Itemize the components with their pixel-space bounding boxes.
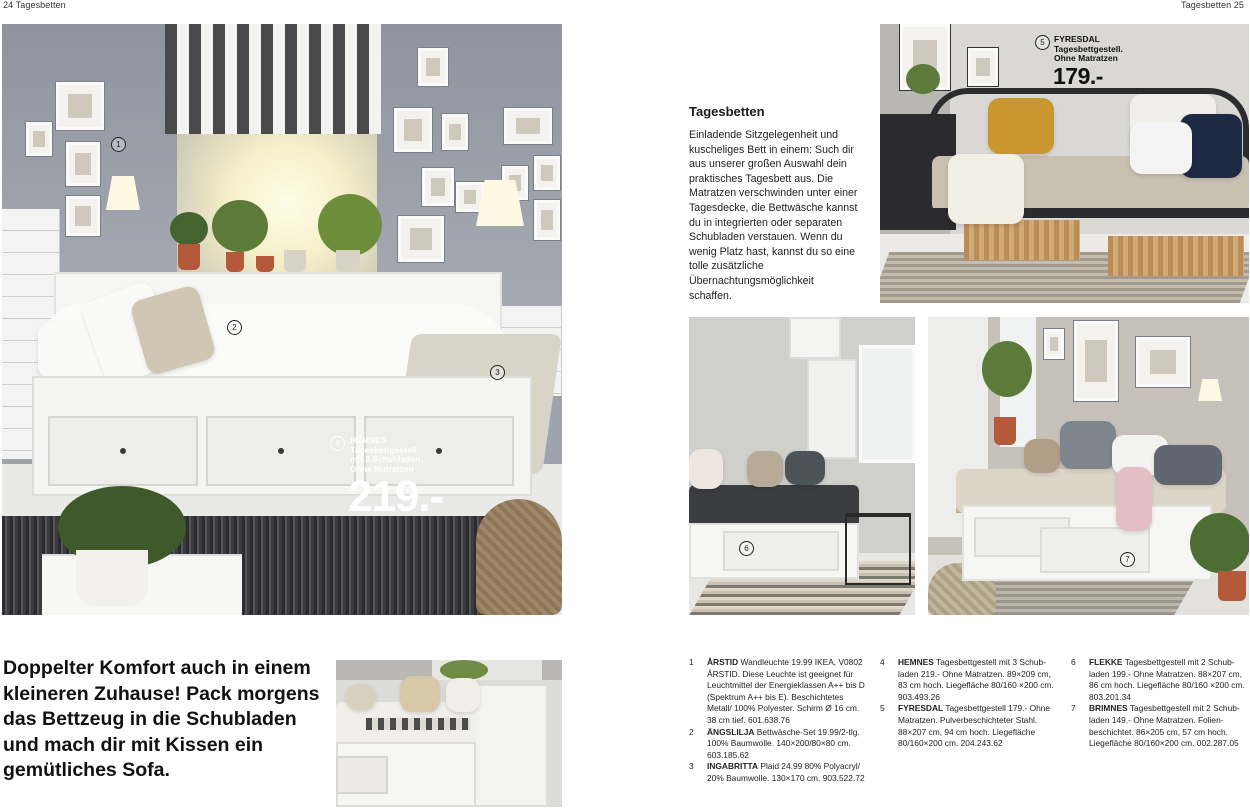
product-entry-hemnes (880, 657, 1058, 703)
plant-pot (994, 417, 1016, 445)
intro-section (689, 104, 859, 303)
product-name: INGABRITTA (707, 761, 759, 772)
product-number: 7 (1071, 703, 1076, 714)
photo-flekke-daybed (689, 317, 915, 615)
plant-pot (178, 244, 200, 270)
product-name: HEMNES (350, 435, 387, 445)
pillow (346, 684, 376, 710)
pillow (446, 678, 480, 712)
throw (948, 154, 1024, 224)
product-number: 6 (1071, 657, 1076, 667)
price-callout-hemnes (330, 436, 443, 520)
product-name: FLEKKE (1089, 657, 1123, 667)
throw (1116, 467, 1152, 531)
picture-frame (442, 114, 468, 150)
marker-4: 4 (330, 436, 345, 451)
product-details: Tagesbettgestell 179.- Ohne Matratzen. Pulverbeschichteter Stahl. 88×207 cm, 94 cm hoch. Liegefläche 80/160×200 cm. 204.243.62 (898, 703, 1051, 749)
plant (212, 200, 268, 252)
product-entry-angslilja (689, 727, 865, 762)
picture-frame (534, 156, 560, 190)
picture-frame (968, 48, 998, 86)
picture-frame (66, 142, 100, 186)
pillow (1154, 445, 1222, 485)
product-name: FYRESDAL (1054, 34, 1100, 44)
open-drawer (336, 756, 388, 794)
plant (440, 660, 488, 680)
product-details: Wandleuchte 19.99 IKEA, V0802 ÅRSTID. Diese Leuchte ist geeignet für Leuchtmittel der Energieklassen A++ bis D (Spektrum A++ bis E). Beschichtetes Metall/ 100% Polyester. Schirm Ø 16 cm. 38 cm tief. 601.638.76 (707, 657, 865, 725)
product-desc: Ohne Matratzen (1054, 53, 1118, 63)
plant (906, 64, 940, 94)
price-callout-fyresdal (1035, 35, 1123, 88)
marker-1: 1 (111, 137, 126, 152)
product-name: ÄNGSLILJA (707, 726, 755, 737)
section-heading: Tagesbetten (689, 104, 765, 119)
storage-basket (964, 220, 1080, 260)
marker-3: 3 (490, 365, 505, 380)
wall-shelf (789, 317, 841, 359)
daybed-end-panel (472, 684, 548, 807)
plant-pot (256, 256, 274, 272)
page-number-right: Tagesbetten 25 (1181, 0, 1244, 10)
product-desc: Ohne Matratzen (350, 463, 414, 474)
picture-frame (534, 200, 560, 240)
product-entry-arstid (689, 657, 865, 727)
plant (1190, 513, 1249, 573)
product-list-column-2 (880, 657, 1058, 750)
picture-frame (1136, 337, 1190, 387)
plant-pot (336, 250, 360, 272)
pillow (747, 451, 783, 487)
pillow (400, 676, 440, 712)
page-headline: Doppelter Komfort auch in einem kleineren Zuhause! Pack morgens das Bettzeug in die Schubladen und mach dir mit Kissen ein gemütliches Sofa. (3, 657, 320, 781)
intro-paragraph: Einladende Sitzgelegenheit und kuscheliges Bett in einem: Such dir aus unserer großen Auswahl dein praktisches Tagesbett aus. Die Matratzen verschwinden unter einer Tagesdecke, die Bettwäsche kannst du in integrierten oder separaten Schubladen verstauen. Wenn du wenig Platz hast, kannst du so eine tolle zusätzliche Übernachtungsmöglichkeit schaffen. (689, 129, 858, 302)
pillow (988, 98, 1054, 154)
striped-mattress (366, 718, 470, 730)
photo-hemnes-open-drawer (336, 660, 562, 807)
product-list-column-3 (1071, 657, 1247, 750)
plant-pot (284, 250, 306, 272)
product-details: Bettwäsche-Set 19.99/2-tlg. 100% Baumwolle. 140×200/80×80 cm. 603.185.62 (707, 726, 860, 760)
picture-frame (418, 48, 448, 86)
product-desc: Tagesbettgestell (350, 444, 417, 455)
marker-7: 7 (1120, 552, 1135, 567)
picture-frame (422, 168, 454, 206)
picture-frame (398, 216, 444, 262)
picture-frame (56, 82, 104, 130)
side-table (845, 513, 911, 585)
pillow (1130, 122, 1192, 174)
bookshelf (807, 359, 857, 459)
drawer-knob (120, 448, 126, 454)
pillow (785, 451, 825, 485)
product-number: 5 (880, 703, 885, 714)
product-name: BRIMNES (1089, 703, 1128, 714)
plant (170, 212, 208, 246)
picture-frame (1074, 321, 1118, 401)
pillow (1024, 439, 1060, 473)
product-details: Tagesbettgestell mit 2 Schubladen 199.- Ohne Matratzen. 88×207 cm, 86 cm hoch. Liegefläche 80/160 ×200 cm. 803.201.34 (1089, 657, 1245, 702)
plant (318, 194, 382, 256)
product-number: 2 (689, 726, 694, 737)
photo-brimnes-daybed (928, 317, 1249, 615)
picture-frame (394, 108, 432, 152)
product-entry-flekke (1071, 657, 1247, 703)
product-desc: Tagesbettgestell. (1054, 43, 1123, 54)
pouffe (476, 499, 562, 615)
pillow (689, 449, 723, 489)
window (859, 345, 915, 463)
product-entry-brimnes (1071, 703, 1247, 749)
page-number-left: 24 Tagesbetten (3, 0, 66, 10)
product-price: 219.- (348, 472, 444, 521)
daybed-drawer (1040, 527, 1150, 573)
pillow (1060, 421, 1116, 469)
product-price: 179.- (1053, 62, 1103, 89)
storage-basket (1108, 236, 1244, 276)
drawer-knob (278, 448, 284, 454)
product-details: Tagesbettgestell mit 2 Schubladen 149.- Ohne Matratzen. Folienbeschichtet. 86×205 cm, 57 cm hoch. Liegefläche 80/160×200 cm. 002.287.05 (1089, 703, 1240, 749)
picture-frame (26, 122, 52, 156)
product-name: HEMNES (898, 657, 934, 667)
marker-5: 5 (1035, 35, 1050, 50)
product-list-column-1 (689, 657, 865, 785)
picture-frame (504, 108, 552, 144)
product-details: Plaid 24.99 80% Polyacryl/ 20% Baumwolle. 130×170 cm. 903.522.72 (707, 761, 865, 783)
plant (982, 341, 1032, 397)
marker-2: 2 (227, 320, 242, 335)
plant-pot (1218, 571, 1246, 601)
product-desc: mit 3 Schubladen. (350, 454, 423, 464)
hero-photo-hemnes-daybed (2, 24, 562, 615)
product-number: 4 (880, 657, 885, 667)
product-number: 3 (689, 761, 694, 772)
product-entry-fyresdal (880, 703, 1058, 749)
photo-fyresdal-daybed (880, 24, 1249, 303)
product-name: ÅRSTID (707, 657, 739, 667)
picture-frame (66, 196, 100, 236)
picture-frame (1044, 329, 1064, 359)
plant-pot (226, 252, 244, 272)
plant-pot (76, 550, 148, 606)
product-details: Tagesbettgestell mit 3 Schubladen 219.- Ohne Matratzen. 89×209 cm, 83 cm hoch. Liegefläche 80/160 ×200 cm. 903.493.26 (898, 657, 1054, 702)
striped-roman-blind (165, 24, 381, 134)
product-number: 1 (689, 657, 694, 667)
product-name: FYRESDAL (898, 703, 944, 714)
marker-6: 6 (739, 541, 754, 556)
product-entry-ingabritta (689, 761, 865, 784)
